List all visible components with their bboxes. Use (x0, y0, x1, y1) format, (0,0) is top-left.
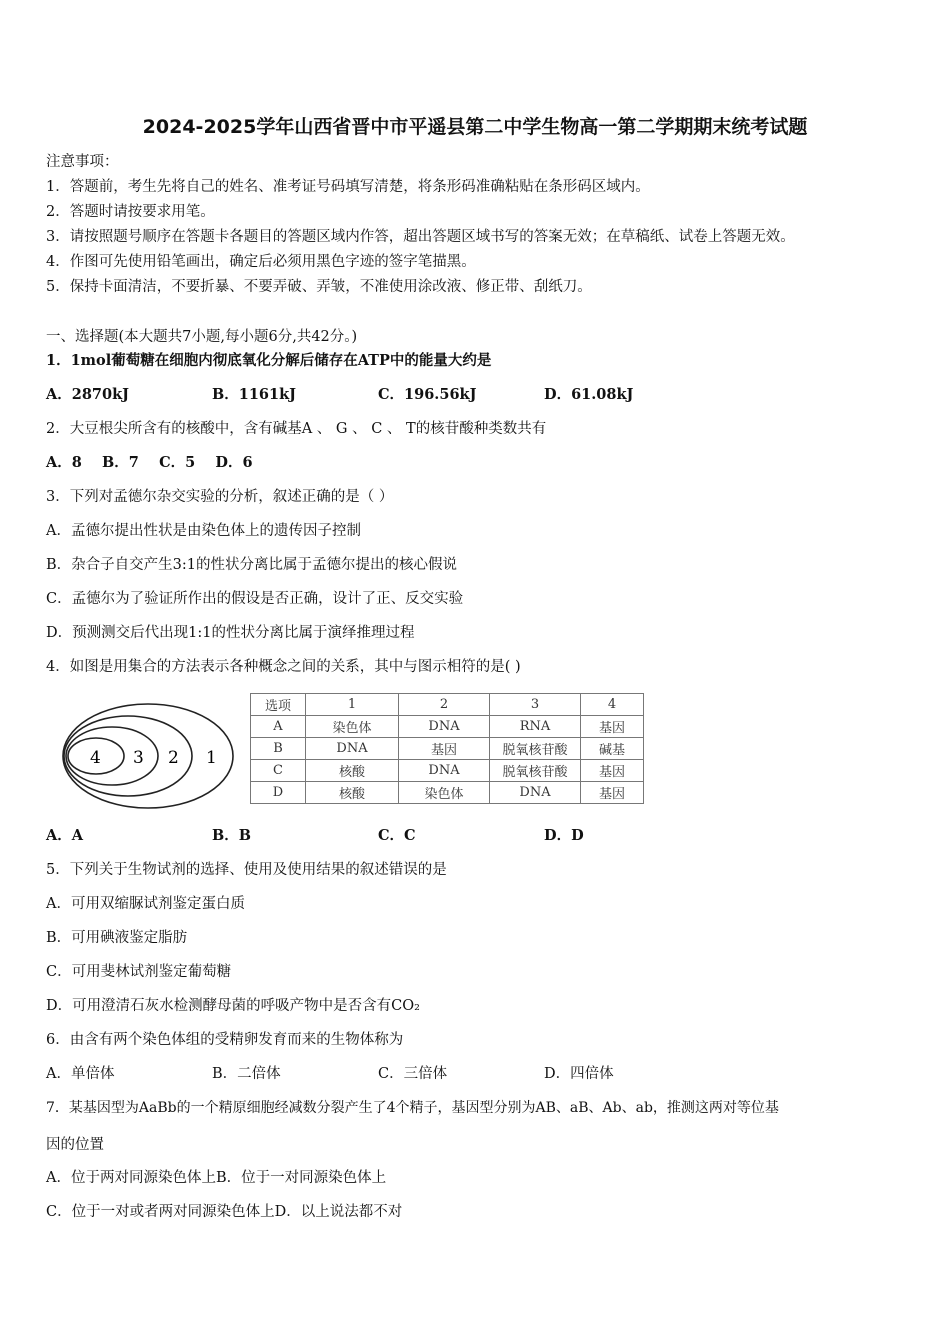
option-b: B．B (212, 827, 252, 844)
table-header: 选项 (251, 694, 306, 716)
table-row (251, 760, 644, 782)
table-cell: 脱氧核苷酸 (490, 738, 581, 760)
table-cell: 基因 (581, 716, 644, 738)
table-row (251, 738, 644, 760)
table-cell: B (251, 738, 306, 760)
option-a: A．A (46, 827, 84, 844)
question-4-stem: 4．如图是用集合的方法表示各种概念之间的关系，其中与图示相符的是( ) (46, 659, 521, 675)
section-heading: 一、选择题(本大题共7小题,每小题6分,共42分。) (46, 329, 358, 345)
concept-set-diagram (60, 692, 240, 810)
table-cell: D (251, 782, 306, 804)
question-5-stem: 5．下列关于生物试剂的选择、使用及使用结果的叙述错误的是 (46, 862, 447, 878)
question-2-options: A．8 B．7 C．5 D．6 (46, 454, 253, 471)
table-cell: 碱基 (581, 738, 644, 760)
note-item: 5．保持卡面清洁，不要折暴、不要弄破、弄皱，不准使用涂改液、修正带、刮纸刀。 (46, 279, 592, 295)
question-6-options (46, 1064, 614, 1084)
table-cell: 染色体 (399, 782, 490, 804)
table-cell: RNA (490, 716, 581, 738)
question-7-stem-cont: 因的位置 (46, 1137, 104, 1153)
option-d: D．61.08kJ (544, 386, 634, 403)
table-cell: 基因 (399, 738, 490, 760)
option-b: B．1161kJ (212, 386, 297, 403)
set-label-1: 1 (206, 748, 217, 768)
option-a: A．2870kJ (46, 386, 130, 403)
option-a: A．单倍体 (46, 1066, 115, 1082)
table-cell: DNA (399, 716, 490, 738)
table-header: 3 (490, 694, 581, 716)
table-header: 2 (399, 694, 490, 716)
table-header: 4 (581, 694, 644, 716)
table-header: 1 (306, 694, 399, 716)
question-1-options (46, 385, 633, 405)
option-b: B．二倍体 (212, 1066, 281, 1082)
note-item: 2．答题时请按要求用笔。 (46, 204, 215, 220)
table-cell: DNA (399, 760, 490, 782)
table-cell: A (251, 716, 306, 738)
table-row (251, 782, 644, 804)
table-cell: 基因 (581, 782, 644, 804)
question-3-option-a: A．孟德尔提出性状是由染色体上的遗传因子控制 (46, 523, 361, 539)
question-5-option-a: A．可用双缩脲试剂鉴定蛋白质 (46, 896, 245, 912)
table-cell: DNA (306, 738, 399, 760)
note-item: 4．作图可先使用铅笔画出，确定后必须用黑色字迹的签字笔描黑。 (46, 254, 476, 270)
table-row (251, 716, 644, 738)
table-header-row (251, 694, 644, 716)
set-label-2: 2 (168, 748, 179, 768)
set-ellipse-3 (66, 727, 158, 785)
question-7-stem: 7．某基因型为AaBb的一个精原细胞经减数分裂产生了4个精子，基因型分别为AB、aB、Ab、ab，推测这两对等位基 (46, 1100, 779, 1116)
table-cell: 基因 (581, 760, 644, 782)
note-item: 1．答题前，考生先将自己的姓名、准考证号码填写清楚，将条形码准确粘贴在条形码区域内。 (46, 179, 650, 195)
question-7-options-cd: C．位于一对或者两对同源染色体上D．以上说法都不对 (46, 1204, 403, 1220)
question-2-stem: 2．大豆根尖所含有的核酸中，含有碱基A 、 G 、 C 、 T的核苷酸种类数共有 (46, 421, 547, 437)
table-cell: 脱氧核苷酸 (490, 760, 581, 782)
question-5-option-c: C．可用斐林试剂鉴定葡萄糖 (46, 964, 232, 980)
question-3-option-c: C．孟德尔为了验证所作出的假设是否正确，设计了正、反交实验 (46, 591, 464, 607)
page-title: 2024-2025学年山西省晋中市平遥县第二中学生物高一第二学期期末统考试题 (142, 116, 808, 138)
question-5-option-b: B．可用碘液鉴定脂肪 (46, 930, 188, 946)
option-c: C．三倍体 (378, 1066, 448, 1082)
table-cell: 染色体 (306, 716, 399, 738)
option-d: D．四倍体 (544, 1066, 614, 1082)
question-3-option-b: B．杂合子自交产生3:1的性状分离比属于孟德尔提出的核心假说 (46, 557, 457, 573)
question-1-stem: 1．1mol葡萄糖在细胞内彻底氧化分解后储存在ATP中的能量大约是 (46, 352, 492, 369)
note-item: 3．请按照题号顺序在答题卡各题目的答题区域内作答，超出答题区域书写的答案无效；在草稿纸、试卷上答题无效。 (46, 229, 795, 245)
table-cell: 核酸 (306, 760, 399, 782)
question-3-option-d: D．预测测交后代出现1:1的性状分离比属于演绎推理过程 (46, 625, 415, 641)
set-label-4: 4 (90, 748, 101, 768)
option-c: C．196.56kJ (378, 386, 477, 403)
question-5-option-d: D．可用澄清石灰水检测酵母菌的呼吸产物中是否含有CO₂ (46, 998, 420, 1014)
question-4-options (46, 826, 584, 846)
set-label-3: 3 (133, 748, 144, 768)
options-table (250, 693, 644, 804)
option-c: C．C (378, 827, 416, 844)
question-7-options-ab: A．位于两对同源染色体上B．位于一对同源染色体上 (46, 1170, 387, 1186)
table-cell: 核酸 (306, 782, 399, 804)
question-3-stem: 3．下列对孟德尔杂交实验的分析，叙述正确的是（ ） (46, 489, 394, 505)
table-cell: DNA (490, 782, 581, 804)
question-6-stem: 6．由含有两个染色体组的受精卵发育而来的生物体称为 (46, 1032, 404, 1048)
notes-heading: 注意事项： (46, 154, 119, 170)
option-d: D．D (544, 827, 584, 844)
table-cell: C (251, 760, 306, 782)
